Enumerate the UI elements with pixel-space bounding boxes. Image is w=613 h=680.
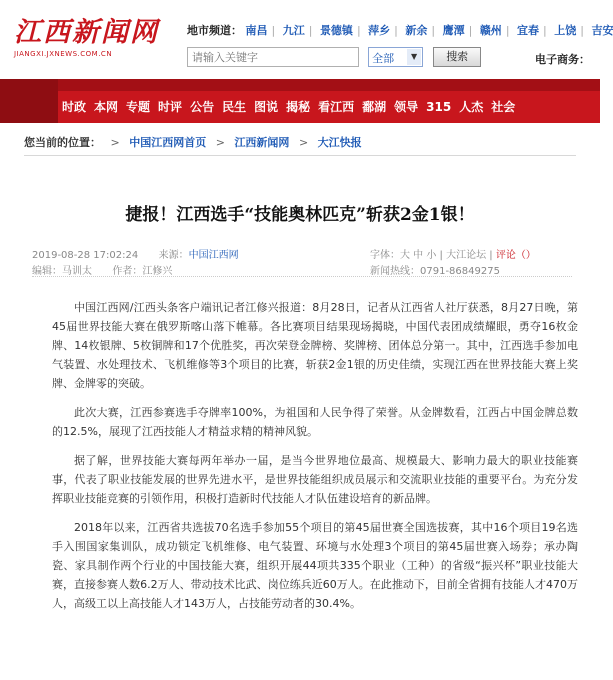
nav-top-strip — [0, 79, 600, 91]
nav-item[interactable]: 时政 — [62, 100, 87, 114]
logo-english: JIANGXI.JXNEWS.COM.CN — [14, 50, 113, 58]
article-meta-row-2 — [32, 262, 572, 277]
nav-item[interactable]: 领导 — [394, 100, 419, 114]
city-channel-label: 地市频道： — [187, 24, 242, 37]
nav-item[interactable]: 揭秘 — [286, 100, 311, 114]
city-link[interactable]: 上饶 — [554, 24, 577, 37]
nav-home-tab[interactable] — [0, 79, 58, 123]
city-link[interactable]: 鹰潭 — [442, 24, 465, 37]
comment-link[interactable]: 评论（） — [495, 250, 536, 261]
ecommerce-label: 电子商务： — [535, 53, 590, 66]
city-link[interactable]: 新余 — [405, 24, 428, 37]
site-header — [0, 0, 613, 78]
article-tools: 字体：大 中 小 | 大江论坛 | 评论（） — [370, 250, 536, 261]
nav-items — [58, 91, 519, 123]
nav-item[interactable]: 公告 — [190, 100, 215, 114]
article-meta-row — [32, 246, 572, 261]
city-link[interactable]: 赣州 — [479, 24, 502, 37]
main-nav — [0, 79, 600, 123]
news-hotline: 新闻热线：0791-86849275 — [370, 266, 500, 277]
logo-chinese: 江西新闻网 — [14, 17, 159, 48]
search-bar — [187, 47, 481, 67]
article-paragraph: 据了解，世界技能大赛每两年举办一届，是当今世界地位最高、规模最大、影响力最大的职业技能赛事，代表了职业技能发展的世界先进水平，是世界技能组织成员展示和交流职业技能的重要平台。为充分发挥职业技能竞赛的引领作用，积极打造新时代技能人才队伍建设培育的新品牌。 — [52, 454, 578, 505]
nav-item[interactable]: 鄱湖 — [362, 100, 387, 114]
breadcrumb-link[interactable]: 中国江西网首页 — [129, 136, 207, 149]
breadcrumb-label: 您当前的位置： — [24, 136, 101, 149]
article-date: 2019-08-28 17:02:24 — [32, 250, 139, 261]
chevron-down-icon: ▼ — [407, 49, 421, 65]
forum-link[interactable]: 大江论坛 — [446, 250, 487, 261]
city-link[interactable]: 吉安 — [591, 24, 613, 37]
breadcrumb-link[interactable]: 江西新闻网 — [234, 136, 290, 149]
nav-item[interactable]: 民生 — [222, 100, 247, 114]
font-size-control[interactable]: 字体：大 中 小 — [370, 250, 437, 261]
nav-item[interactable]: 社会 — [491, 100, 516, 114]
article-paragraph: 2018年以来，江西省共选拔70名选手参加55个项目的第45届世赛全国选拔赛，其中16个项目19名选手入围国家集训队，成功锁定飞机维修、电气装置、环境与水处理3个项目的第45届世赛入场券；承办陶瓷、家具制作两个行业的中国技能大赛，组织开展44项共335个职业（工种）的省级“振兴杯”职业技能大赛，直接参赛人数6.2万人、带动技术比武、岗位练兵近60万人。在此推动下，目前全省拥有技能人才470万人，高级工以上高技能人才143万人，占技能劳动者的30.4%。 — [52, 521, 578, 610]
nav-item[interactable]: 本网 — [94, 100, 119, 114]
city-channel-bar: 地市频道： 南昌 | 九江 | 景德镇 | 萍乡 | 新余 | 鹰潭 | 赣州 | 宜春 | 上饶 | 吉安 — [187, 24, 613, 37]
city-link[interactable]: 景德镇 — [319, 24, 353, 37]
search-scope-value: 全部 — [372, 52, 395, 65]
breadcrumb-link[interactable]: 大江快报 — [317, 136, 362, 149]
article-paragraph: 此次大赛，江西参赛选手夺牌率100%，为祖国和人民争得了荣誉。从金牌数看，江西占中国金牌总数的12.5%，展现了江西技能人才精益求精的精神风貌。 — [52, 406, 578, 438]
nav-item[interactable]: 人杰 — [459, 100, 484, 114]
search-scope-select[interactable] — [368, 47, 423, 67]
article-paragraph: 中国江西网/江西头条客户端讯记者江修兴报道：8月28日，记者从江西省人社厅获悉，8月27日晚，第45届世界技能大赛在俄罗斯喀山落下帷幕。各比赛项目结果现场揭晓，中国代表团成绩耀眼，勇夺16枚金牌、14枚银牌、5枚铜牌和17个优胜奖，再次荣登金牌榜、奖牌榜、团体总分第一。其中，江西选手参加电气装置、水处理技术、飞机维修等3个项目的比赛，斩获2金1银的历史佳绩，实现江西在世界技能大赛上奖牌、金牌零的突破。 — [52, 301, 578, 390]
site-logo[interactable] — [14, 18, 159, 58]
search-button[interactable]: 搜索 — [433, 47, 481, 67]
city-link[interactable]: 九江 — [282, 24, 305, 37]
city-link[interactable]: 宜春 — [517, 24, 540, 37]
article-author: 作者：江修兴 — [112, 266, 173, 277]
search-input[interactable] — [187, 47, 359, 67]
city-link[interactable]: 南昌 — [245, 24, 268, 37]
breadcrumb: 您当前的位置： > 中国江西网首页 > 江西新闻网 > 大江快报 — [24, 134, 576, 156]
nav-item[interactable]: 时评 — [158, 100, 183, 114]
nav-item[interactable]: 看江西 — [318, 100, 355, 114]
source-label: 来源： — [158, 250, 189, 261]
nav-item[interactable]: 专题 — [126, 100, 151, 114]
city-link[interactable]: 萍乡 — [368, 24, 391, 37]
article-title: 捷报！江西选手“技能奥林匹克”斩获2金1银！ — [125, 205, 475, 225]
meta-divider — [32, 276, 572, 277]
source-link[interactable]: 中国江西网 — [188, 250, 239, 261]
article-body — [52, 298, 578, 623]
nav-item[interactable]: 315 — [426, 100, 452, 114]
article-editor: 编辑：马训太 — [32, 266, 92, 277]
nav-item[interactable]: 图说 — [254, 100, 279, 114]
